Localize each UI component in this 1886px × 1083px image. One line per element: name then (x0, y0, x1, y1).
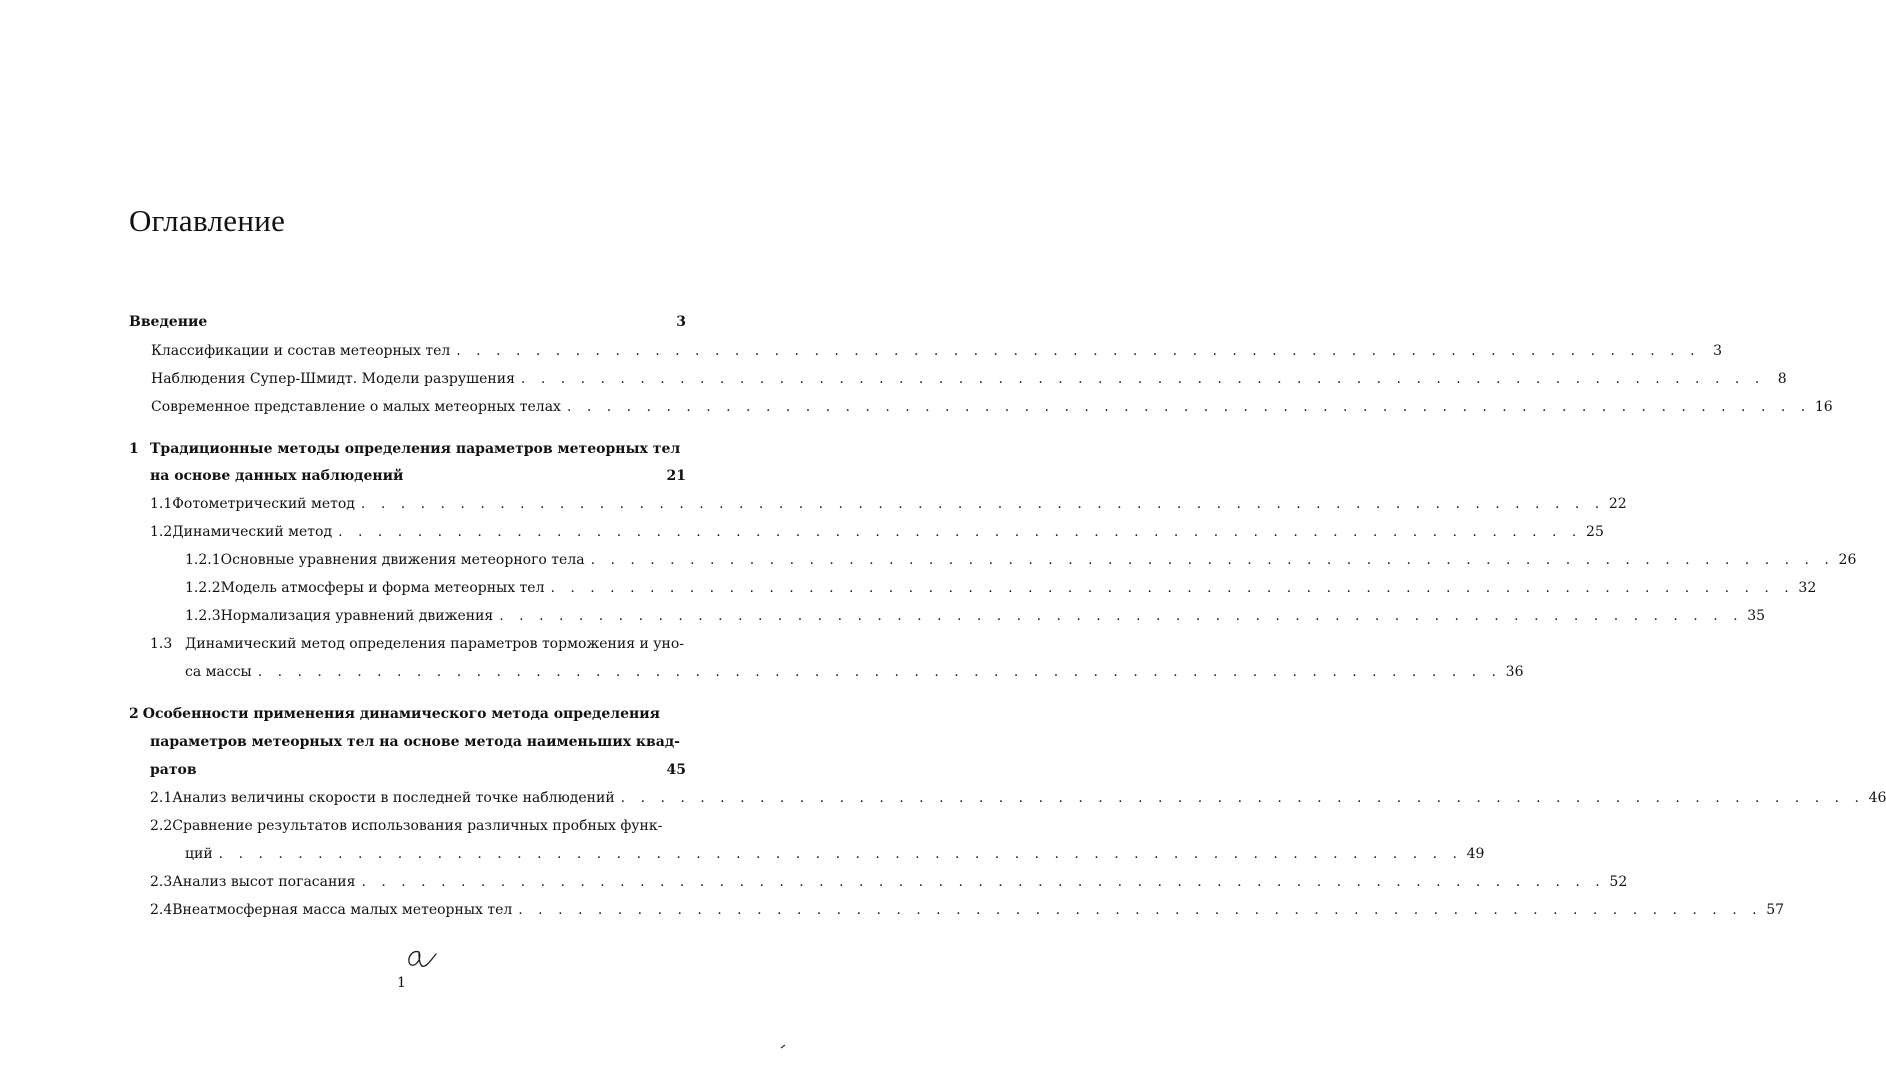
toc-entry-page: 16 (1814, 399, 1833, 415)
toc-entry-page: 49 (1466, 846, 1485, 862)
toc-entry-label: Основные уравнения движения метеорного тела (220, 552, 585, 568)
toc-entry-page: 57 (1766, 902, 1785, 918)
toc-entry-intro-3[interactable] (151, 398, 1833, 416)
toc-chapter-1[interactable] (129, 440, 686, 458)
toc-section-2-1[interactable] (150, 789, 1886, 807)
toc-leader-dots: . . . . . . . . . . . . . . . . . . . . . . . . . . . . . . . . . . . . . . . . . . . . . . . . . . . . . . . . . . . . . . . (218, 846, 1463, 862)
toc-entry-page: 3 (676, 314, 686, 330)
toc-leader-dots: . . . . . . . . . . . . . . . . . . . . . . . . . . . . . . . . . . . . . . . . . . . . . . . . . . . . . . . . . . . . . . . (520, 371, 1765, 387)
toc-chapter-2-cont-2[interactable] (150, 761, 686, 779)
chapter-title-cont: на основе данных наблюдений (150, 468, 404, 484)
toc-section-2-4[interactable] (150, 901, 1785, 919)
toc-entry-page: 21 (666, 468, 686, 484)
chapter-title: Традиционные методы определения параметров метеорных тел (150, 441, 681, 457)
section-number: 1.3 (150, 636, 173, 652)
toc-entry-label: Внеатмосферная масса малых метеорных тел (172, 902, 513, 918)
toc-chapter-1-cont[interactable] (150, 467, 686, 485)
toc-section-2-2-cont[interactable] (185, 845, 1485, 863)
subsection-number: 1.2.1 (185, 552, 221, 568)
toc-leader-dots: . . . . . . . . . . . . . . . . . . . . . . . . . . . . . . . . . . . . . . . . . . . . . . . . . . . . . . . . . . . . . . . (456, 343, 1701, 359)
toc-leader-dots: . . . . . . . . . . . . . . . . . . . . . . . . . . . . . . . . . . . . . . . . . . . . . . . . . . . . . . . . . . . . . . . (518, 902, 1763, 918)
toc-entry-label: Наблюдения Супер-Шмидт. Модели разрушения (151, 371, 515, 387)
toc-subsection-1-2-3[interactable] (185, 607, 1766, 625)
toc-entry-label: Введение (129, 314, 208, 330)
subsection-number: 1.2.3 (185, 608, 221, 624)
toc-entry-page: 36 (1505, 664, 1524, 680)
toc-entry-label: Анализ величины скорости в последней точке наблюдений (172, 790, 615, 806)
toc-section-1-3-cont[interactable] (185, 663, 1524, 681)
section-number: 2.3 (150, 874, 173, 890)
toc-entry-label-cont: са массы (185, 664, 252, 680)
toc-entry-label: Динамический метод определения параметров торможения и уно- (185, 636, 685, 652)
section-number: 2.4 (150, 902, 173, 918)
section-number: 1.2 (150, 524, 173, 540)
toc-leader-dots: . . . . . . . . . . . . . . . . . . . . . . . . . . . . . . . . . . . . . . . . . . . . . . . . . . . . . . . . . . . . . . . (590, 552, 1835, 568)
toc-entry-label: Динамический метод (172, 524, 333, 540)
toc-leader-dots: . . . . . . . . . . . . . . . . . . . . . . . . . . . . . . . . . . . . . . . . . . . . . . . . . . . . . . . . . . . . . . . (620, 790, 1865, 806)
section-number: 1.1 (150, 496, 173, 512)
toc-leader-dots: . . . . . . . . . . . . . . . . . . . . . . . . . . . . . . . . . . . . . . . . . . . . . . . . . . . . . . . . . . . . . . . (257, 664, 1502, 680)
page-title: Оглавление (129, 203, 286, 238)
toc-leader-dots: . . . . . . . . . . . . . . . . . . . . . . . . . . . . . . . . . . . . . . . . . . . . . . . . . . . . . . . . . . . . . . . (566, 399, 1811, 415)
toc-leader-dots: . . . . . . . . . . . . . . . . . . . . . . . . . . . . . . . . . . . . . . . . . . . . . . . . . . . . . . . . . . . . . . . (550, 580, 1795, 596)
toc-entry-label: Нормализация уравнений движения (220, 608, 494, 624)
toc-section-1-1[interactable] (150, 495, 1627, 513)
chapter-title-cont: ратов (150, 762, 197, 778)
chapter-number: 1 (129, 441, 139, 457)
toc-entry-page: 45 (666, 762, 686, 778)
section-number: 2.1 (150, 790, 173, 806)
toc-entry-label: Фотометрический метод (172, 496, 355, 512)
toc-entry-page: 32 (1798, 580, 1817, 596)
toc-entry-intro-1[interactable] (151, 342, 1723, 360)
toc-leader-dots: . . . . . . . . . . . . . . . . . . . . . . . . . . . . . . . . . . . . . . . . . . . . . . . . . . . . . . . . . . . . . . . (499, 608, 1744, 624)
toc-leader-dots: . . . . . . . . . . . . . . . . . . . . . . . . . . . . . . . . . . . . . . . . . . . . . . . . . . . . . . . . . . . . . . . (360, 496, 1605, 512)
handwritten-signature (405, 946, 439, 976)
page-number: 1 (397, 975, 406, 991)
subsection-number: 1.2.2 (185, 580, 221, 596)
toc-entry-label: Современное представление о малых метеорных телах (151, 399, 561, 415)
toc-entry-label-cont: ций (185, 846, 213, 862)
toc-section-2-2[interactable] (150, 817, 663, 835)
toc-entry-page: 26 (1838, 552, 1857, 568)
toc-entry-label: Анализ высот погасания (172, 874, 356, 890)
toc-entry-page: 46 (1868, 790, 1886, 806)
toc-subsection-1-2-2[interactable] (185, 579, 1817, 597)
toc-leader-dots: . . . . . . . . . . . . . . . . . . . . . . . . . . . . . . . . . . . . . . . . . . . . . . . . . . . . . . . . . . . . . . . (361, 874, 1606, 890)
toc-entry-label: Сравнение результатов использования различных пробных функ- (172, 818, 663, 834)
chapter-title: Особенности применения динамического метода определения (142, 706, 660, 722)
toc-section-2-3[interactable] (150, 873, 1628, 891)
toc-chapter-2[interactable] (129, 705, 660, 723)
toc-subsection-1-2-1[interactable] (185, 551, 1857, 569)
toc-entry-page: 52 (1609, 874, 1628, 890)
chapter-number: 2 (129, 706, 139, 722)
chapter-title-cont: параметров метеорных тел на основе метода наименьших квад- (150, 734, 680, 750)
toc-leader-dots: . . . . . . . . . . . . . . . . . . . . . . . . . . . . . . . . . . . . . . . . . . . . . . . . . . . . . . . . . . . . . . . (338, 524, 1582, 540)
toc-entry-label: Классификации и состав метеорных тел (151, 343, 451, 359)
toc-section-1-2[interactable] (150, 523, 1604, 541)
toc-entry-intro-2[interactable] (151, 370, 1787, 388)
toc-section-1-3[interactable] (150, 635, 686, 653)
toc-entry-intro[interactable] (129, 313, 686, 331)
toc-entry-page: 3 (1713, 343, 1723, 359)
toc-entry-page: 8 (1777, 371, 1787, 387)
toc-entry-page: 35 (1747, 608, 1766, 624)
toc-entry-page: 25 (1586, 524, 1604, 540)
toc-entry-label: Модель атмосферы и форма метеорных тел (220, 580, 545, 596)
toc-entry-page: 22 (1608, 496, 1627, 512)
scan-artifact-mark (780, 1035, 788, 1054)
section-number: 2.2 (150, 818, 173, 834)
toc-chapter-2-cont-1[interactable] (150, 733, 680, 751)
